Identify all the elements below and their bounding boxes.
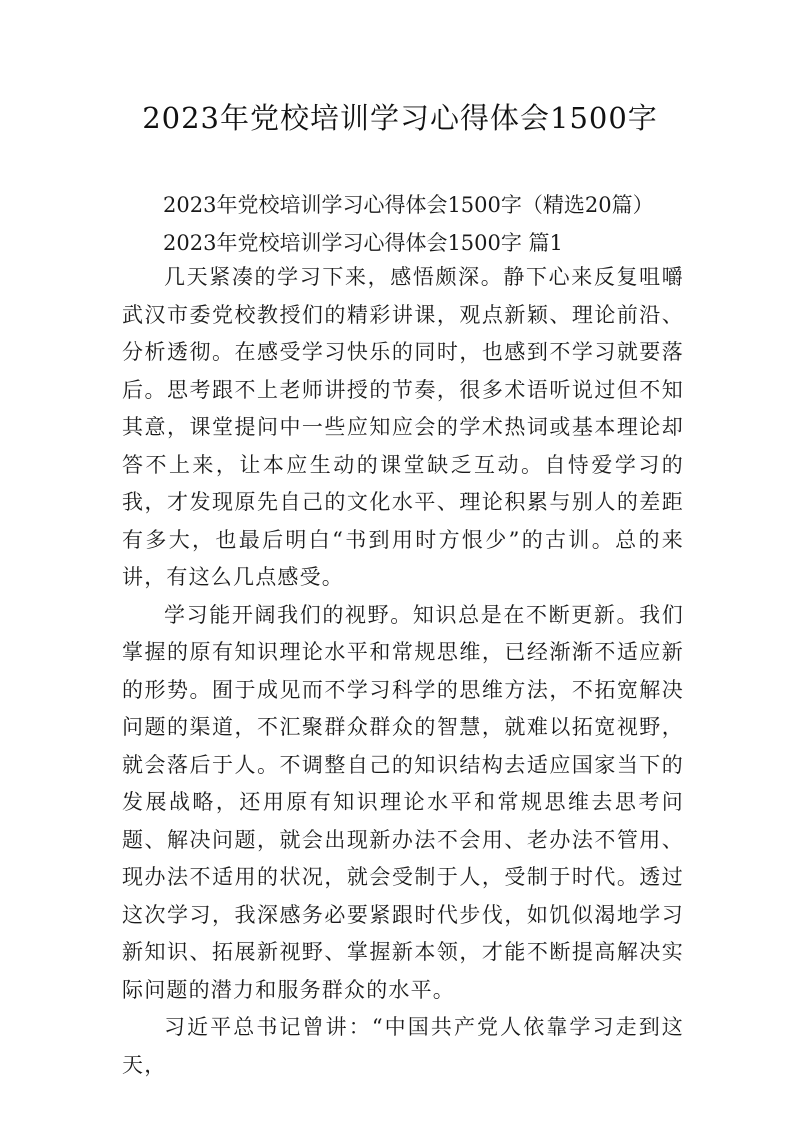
document-title: 2023年党校培训学习心得体会1500字 <box>142 101 658 135</box>
document-subtitle: 2023年党校培训学习心得体会1500字（精选20篇） <box>163 193 654 217</box>
paragraph-2: 学习能开阔我们的视野。知识总是在不断更新。我们掌握的原有知识理论水平和常规思维，已经渐渐不适应新的形势。囿于成见而不学习科学的思维方法，不拓宽解决问题的渠道，不汇聚群众群众的智慧，就难以拓宽视野，就会落后于人。不调整自己的知识结构去适应国家当下的发展战略，还用原有知识理论水平和常规思维去思考问题、解决问题，就会出现新办法不会用、老办法不管用、现办法不适用的状况，就会受制于人，受制于时代。透过这次学习，我深感务必要紧跟时代步伐，如饥似渴地学习新知识、拓展新视野、掌握新本领，才能不断提高解决实际问题的潜力和服务群众的水平。 <box>122 602 684 1002</box>
paragraph-1: 几天紧凑的学习下来，感悟颇深。静下心来反复咀嚼武汉市委党校教授们的精彩讲课，观点新颖、理论前沿、分析透彻。在感受学习快乐的同时，也感到不学习就要落后。思考跟不上老师讲授的节奏，很多术语听说过但不知其意，课堂提问中一些应知应会的学术热词或基本理论却答不上来，让本应生动的课堂缺乏互动。自恃爱学习的我，才发现原先自己的文化水平、理论积累与别人的差距有多大，也最后明白“书到用时方恨少”的古训。总的来讲，有这么几点感受。 <box>122 265 684 589</box>
paragraph-3: 习近平总书记曾讲：“中国共产党人依靠学习走到这天， <box>122 1015 684 1077</box>
section-heading: 2023年党校培训学习心得体会1500字 篇1 <box>163 231 563 255</box>
document-body <box>122 259 684 1084</box>
